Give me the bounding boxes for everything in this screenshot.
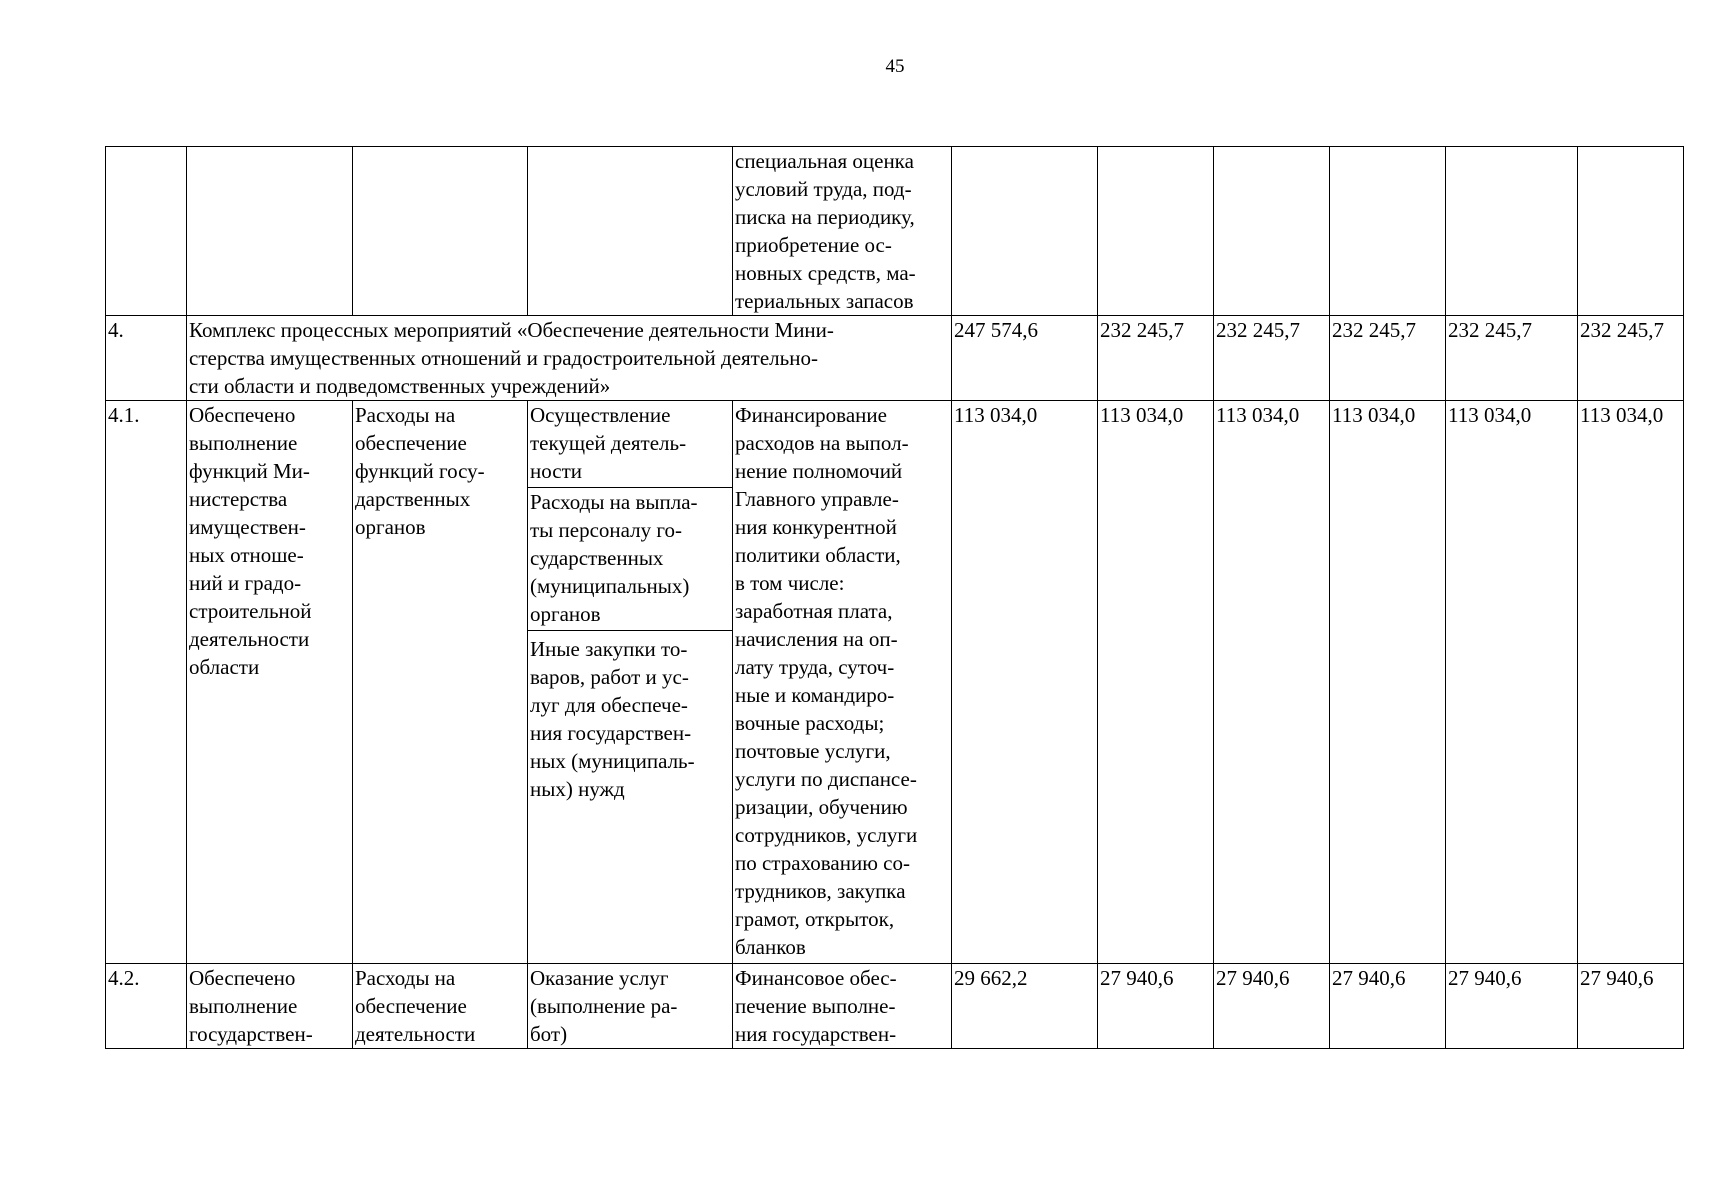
cell-value: 232 245,7 — [1446, 316, 1578, 401]
cell-value — [1330, 147, 1446, 316]
cell-result: Обеспечено выполнение функций Ми- нистерства имуществен- ных отноше- ний и градо- строительной деятельности области — [187, 401, 353, 964]
cell-num: 4.2. — [106, 964, 187, 1049]
cell-value: 27 940,6 — [1214, 964, 1330, 1049]
cell-activity: Оказание услуг (выполнение ра- бот) — [528, 964, 733, 1049]
cell-value: 113 034,0 — [1446, 401, 1578, 964]
table-row — [106, 964, 1684, 1049]
cell-activity — [528, 401, 733, 964]
section-title: Комплекс процессных мероприятий «Обеспечение деятельности Мини- стерства имущественных отношений и градостроительной деятельно- сти области и подведомственных учреждений» — [187, 316, 952, 401]
cell-value: 27 940,6 — [1330, 964, 1446, 1049]
table-row — [106, 147, 1684, 316]
cell-value: 113 034,0 — [1098, 401, 1214, 964]
cell-value: 27 940,6 — [1446, 964, 1578, 1049]
cell-expense — [353, 147, 528, 316]
cell-activity — [528, 147, 733, 316]
cell-result — [187, 147, 353, 316]
cell-value: 27 940,6 — [1578, 964, 1684, 1049]
activity-personnel: Расходы на выпла- ты персоналу го- сударственных (муниципальных) органов — [528, 488, 732, 631]
cell-purpose: Финансирование расходов на выпол- нение полномочий Главного управле- ния конкурентной политики области, в том числе: заработная плата, начисления на оп- лату труда, суточ- ные и командиро- вочные расходы; почтовые услуги, услуги по диспансе- ризации, обучению сотрудников, услуги по страхованию со- трудников, закупка грамот, открыток, бланков — [733, 401, 952, 964]
cell-purpose: Финансовое обес- печение выполне- ния государствен- — [733, 964, 952, 1049]
cell-value: 29 662,2 — [952, 964, 1098, 1049]
cell-result: Обеспечено выполнение государствен- — [187, 964, 353, 1049]
cell-num: 4. — [106, 316, 187, 401]
cell-value: 113 034,0 — [952, 401, 1098, 964]
cell-value: 232 245,7 — [1098, 316, 1214, 401]
cell-expense: Расходы на обеспечение деятельности — [353, 964, 528, 1049]
cell-value: 232 245,7 — [1578, 316, 1684, 401]
cell-num: 4.1. — [106, 401, 187, 964]
cell-purpose: специальная оценка условий труда, под- писка на периодику, приобретение ос- новных средств, ма- териальных запасов — [733, 147, 952, 316]
section-row — [106, 316, 1684, 401]
activity-current: Осуществление текущей деятель- ности — [528, 401, 732, 488]
cell-value — [1446, 147, 1578, 316]
cell-value: 113 034,0 — [1578, 401, 1684, 964]
cell-value: 232 245,7 — [1330, 316, 1446, 401]
cell-value — [952, 147, 1098, 316]
page-number: 45 — [885, 56, 905, 77]
cell-value: 232 245,7 — [1214, 316, 1330, 401]
cell-value — [1098, 147, 1214, 316]
cell-value — [1578, 147, 1684, 316]
cell-value: 247 574,6 — [952, 316, 1098, 401]
budget-table — [105, 146, 1684, 1049]
cell-value: 27 940,6 — [1098, 964, 1214, 1049]
cell-value: 113 034,0 — [1330, 401, 1446, 964]
cell-value — [1214, 147, 1330, 316]
cell-value: 113 034,0 — [1214, 401, 1330, 964]
table-row — [106, 401, 1684, 964]
cell-num — [106, 147, 187, 316]
activity-procurement: Иные закупки то- варов, работ и ус- луг для обеспече- ния государствен- ных (муниципаль- ных) нужд — [530, 637, 695, 801]
cell-expense: Расходы на обеспечение функций госу- дарственных органов — [353, 401, 528, 964]
